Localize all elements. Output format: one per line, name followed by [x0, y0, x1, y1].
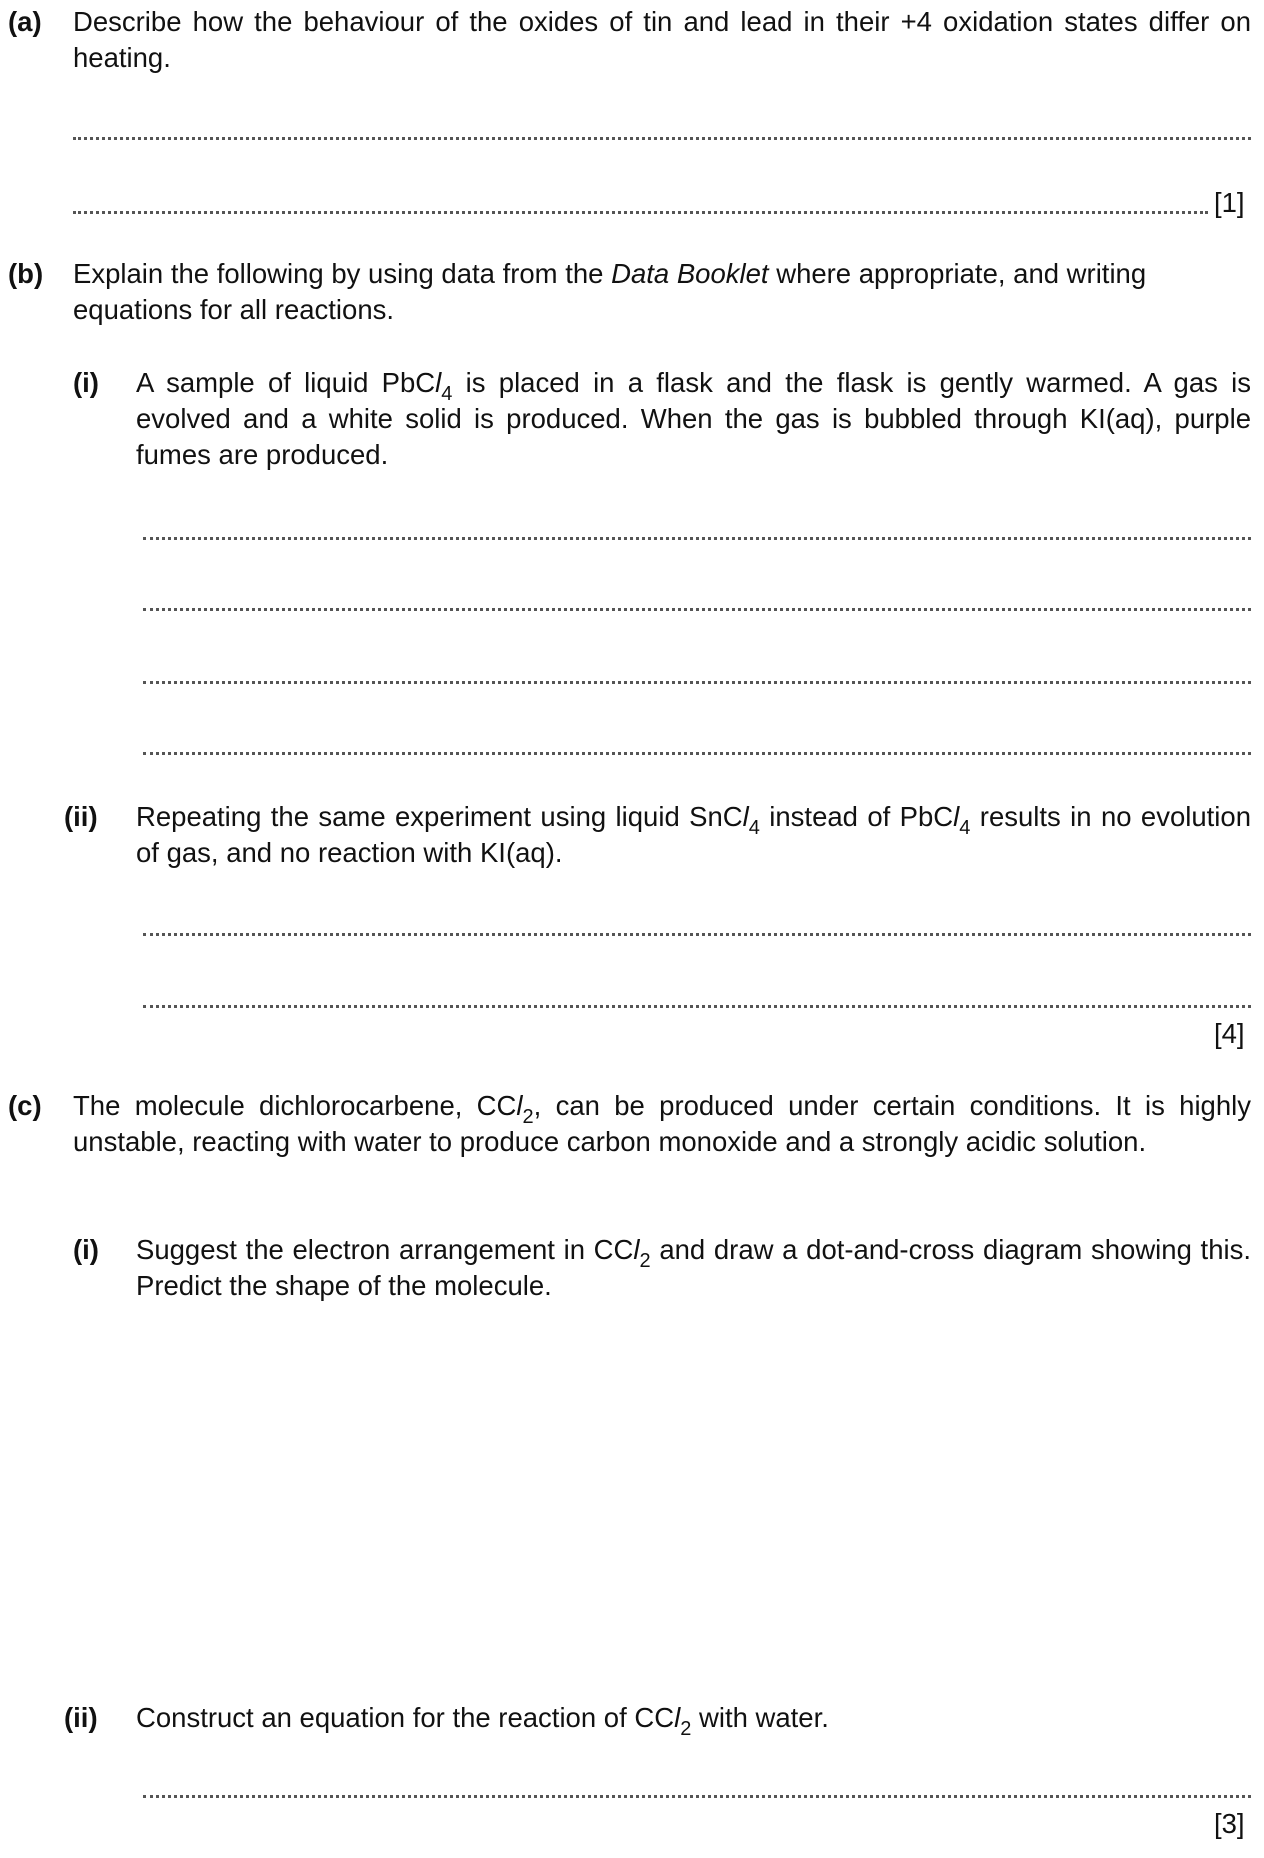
data-booklet-ref: Data Booklet [611, 258, 769, 289]
c-ii-text-1: Construct an equation for the reaction of CC [136, 1702, 675, 1733]
part-b-ii-label: (ii) [64, 801, 98, 832]
c-text-2: , can be produced under certain conditions. It is highly unstable, reacting with water to produce carbon monoxide and a strongly acidic solution. [73, 1090, 1251, 1157]
answer-line-b-i-1[interactable] [143, 537, 1251, 540]
c-chlorine-l: l [516, 1090, 523, 1121]
answer-line-b-i-4[interactable] [143, 752, 1251, 755]
part-c-i-label: (i) [73, 1234, 99, 1265]
c-i-text-1: Suggest the electron arrangement in CC [136, 1234, 634, 1265]
answer-line-b-ii-1[interactable] [143, 933, 1251, 936]
b-ii-sub-2: 4 [959, 817, 971, 839]
b-i-text-2: is placed in a flask and the flask is gently warmed. A gas is evolved and a white solid is produced. When the gas is bubbled through KI(aq), purple fumes are produced. [136, 367, 1251, 470]
b-i-chlorine-l: l [435, 367, 442, 398]
b-ii-chlorine-l-1: l [742, 801, 749, 832]
mark-c: [3] [1214, 1808, 1245, 1839]
mark-b: [4] [1214, 1018, 1245, 1049]
part-b-i-question [136, 365, 1251, 473]
c-i-text-2: and draw a dot-and-cross diagram showing this. Predict the shape of the molecule. [136, 1234, 1251, 1301]
answer-line-c-ii-1[interactable] [143, 1795, 1251, 1798]
part-b-intro-1: Explain the following by using data from the [73, 258, 604, 289]
b-ii-sub-1: 4 [748, 817, 760, 839]
c-ii-sub-2: 2 [680, 1718, 692, 1740]
c-ii-chlorine-l: l [674, 1702, 681, 1733]
mark-a: [1] [1214, 187, 1245, 218]
c-i-sub-2: 2 [639, 1250, 651, 1272]
part-b-intro [73, 256, 1251, 328]
b-ii-text-1: Repeating the same experiment using liquid SnC [136, 801, 743, 832]
c-ii-text-2: with water. [691, 1702, 829, 1733]
part-c-ii-label: (ii) [64, 1702, 98, 1733]
answer-line-a-1[interactable] [73, 137, 1251, 140]
part-b-i-label: (i) [73, 367, 99, 398]
c-sub-2: 2 [522, 1106, 534, 1128]
part-a-label: (a) [8, 6, 42, 37]
b-i-sub-4: 4 [441, 383, 453, 405]
b-ii-text-2: instead of PbC [759, 801, 954, 832]
part-a-question: Describe how the behaviour of the oxides of tin and lead in their +4 oxidation states differ on heating. [73, 6, 1251, 73]
part-c-ii-question [136, 1700, 1251, 1740]
b-i-text-1: A sample of liquid PbC [136, 367, 436, 398]
part-c-label: (c) [8, 1090, 42, 1121]
b-ii-text-3: results in no evolution of gas, and no reaction with KI(aq). [136, 801, 1252, 868]
c-text-1: The molecule dichlorocarbene, CC [73, 1090, 517, 1121]
answer-line-b-ii-2[interactable] [143, 1005, 1251, 1008]
b-ii-chlorine-l-2: l [953, 801, 960, 832]
answer-line-b-i-3[interactable] [143, 681, 1251, 684]
part-b-intro-2: where appropriate, and writing equations for all reactions. [73, 258, 1147, 325]
answer-line-a-2[interactable] [73, 211, 1208, 214]
part-c-i-question [136, 1232, 1251, 1304]
diagram-answer-space[interactable] [136, 1310, 1251, 1670]
c-i-chlorine-l: l [633, 1234, 640, 1265]
part-b-ii-question [136, 799, 1251, 871]
part-c-question [73, 1088, 1251, 1160]
answer-line-b-i-2[interactable] [143, 608, 1251, 611]
part-b-label: (b) [8, 258, 44, 289]
